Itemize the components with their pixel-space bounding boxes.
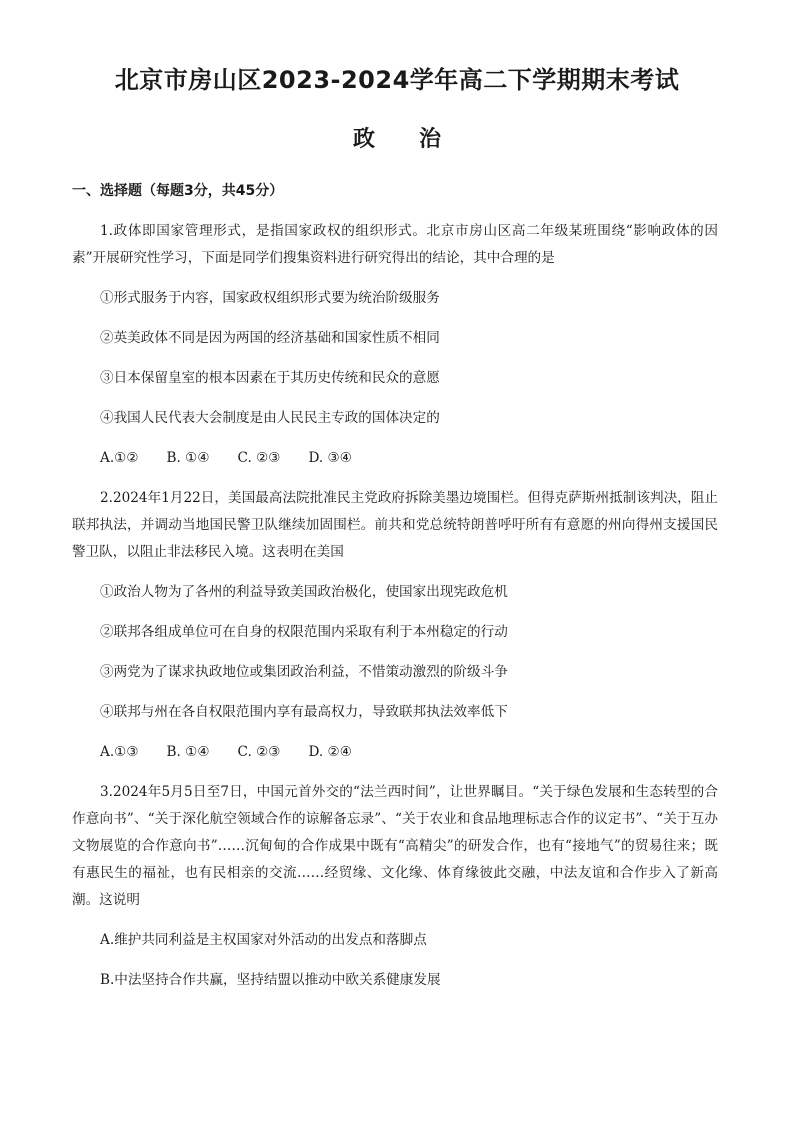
choice-c: C. ②③ bbox=[237, 744, 281, 760]
choice-a: A.①② bbox=[100, 450, 139, 466]
question-2 bbox=[72, 485, 718, 766]
statement-item: ①形式服务于内容，国家政权组织形式要为统治阶级服务 bbox=[100, 290, 440, 306]
statement-item: ④我国人民代表大会制度是由人民民主专政的国体决定的 bbox=[100, 410, 440, 426]
statement-item: ④联邦与州在各自权限范围内享有最高权力，导致联邦执法效率低下 bbox=[100, 704, 508, 720]
option-b: B.中法坚持合作共赢，坚持结盟以推动中欧关系健康发展 bbox=[100, 972, 441, 988]
statement-item: ①政治人物为了各州的利益导致美国政治极化，使国家出现宪政危机 bbox=[100, 584, 508, 600]
statement-item: ③两党为了谋求执政地位或集团政治利益，不惜策动激烈的阶级斗争 bbox=[100, 664, 508, 680]
choice-d: D. ③④ bbox=[308, 450, 352, 466]
question-stem: 1.政体即国家管理形式，是指国家政权的组织形式。北京市房山区高二年级某班围绕“影响政体的因素”开展研究性学习，下面是同学们搜集资料进行研究得出的结论，其中合理的是 bbox=[72, 223, 718, 266]
choice-d: D. ②④ bbox=[308, 744, 352, 760]
choice-a: A.①③ bbox=[100, 744, 139, 760]
statement-item: ②英美政体不同是因为两国的经济基础和国家性质不相同 bbox=[100, 330, 440, 346]
exam-title: 北京市房山区2023-2024学年高二下学期期末考试 bbox=[114, 66, 680, 94]
statement-item: ③日本保留皇室的根本因素在于其历史传统和民众的意愿 bbox=[100, 370, 440, 386]
choice-b: B. ①④ bbox=[166, 450, 210, 466]
questions-body bbox=[72, 218, 718, 1007]
choice-b: B. ①④ bbox=[166, 744, 210, 760]
question-1 bbox=[72, 218, 718, 472]
subject-title: 政治 bbox=[352, 127, 485, 152]
question-3 bbox=[72, 779, 718, 994]
section-heading: 一、选择题（每题3分，共45分） bbox=[72, 183, 284, 199]
answer-choices bbox=[72, 739, 718, 766]
option-a: A.维护共同利益是主权国家对外活动的出发点和落脚点 bbox=[100, 932, 427, 948]
question-stem: 3.2024年5月5日至7日，中国元首外交的“法兰西时间”，让世界瞩目。“关于绿色发展和生态转型的合作意向书”、“关于深化航空领域合作的谅解备忘录”、“关于农业和食品地理标志合作的议定书”、“关于互办文物展览的合作意向书”……沉甸甸的合作成果中既有“高精尖”的研发合作，也有“接地气”的贸易往来；既有惠民生的福祉，也有民相亲的交流……经贸缘、文化缘、体育缘彼此交融，中法友谊和合作步入了新高潮。这说明 bbox=[72, 784, 718, 908]
question-stem: 2.2024年1月22日，美国最高法院批准民主党政府拆除美墨边境围栏。但得克萨斯州抵制该判决，阻止联邦执法，并调动当地国民警卫队继续加固围栏。前共和党总统特朗普呼吁所有有意愿的州向得州支援国民警卫队，以阻止非法移民入境。这表明在美国 bbox=[72, 490, 718, 560]
statement-item: ②联邦各组成单位可在自身的权限范围内采取有利于本州稳定的行动 bbox=[100, 624, 508, 640]
choice-c: C. ②③ bbox=[237, 450, 281, 466]
answer-choices bbox=[72, 445, 718, 472]
